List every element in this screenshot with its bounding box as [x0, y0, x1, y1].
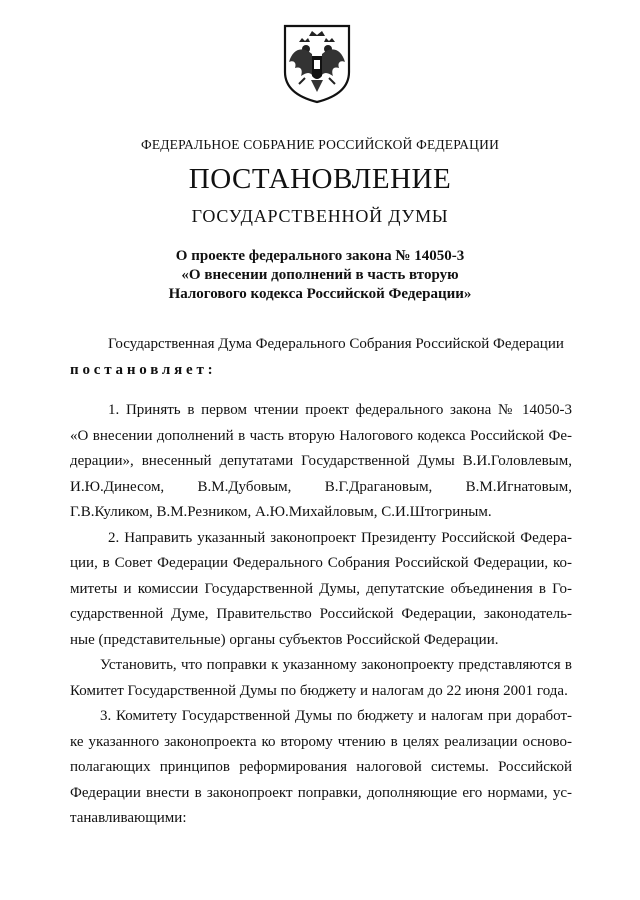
subject-line: «О внесении дополнений в часть вторую	[181, 267, 459, 283]
paragraph-line: 3. Комитету Государственной Думы по бюджету и налогам при доработ-	[100, 708, 572, 724]
paragraph-deadline	[70, 653, 572, 704]
preamble-line: Государственная Дума Федерального Собрания Российской Федерации	[108, 336, 564, 352]
paragraph-line: Федерации внести в законопроект поправки, дополняющие его нормами, ус-	[70, 784, 572, 801]
issuer: ГОСУДАРСТВЕННОЙ ДУМЫ	[191, 206, 449, 226]
subject-line: О проекте федерального закона № 14050-3	[175, 248, 465, 264]
paragraph-line: И.Ю.Динесом, В.М.Дубовым, В.Г.Драгановым, В.М.Игнатовым,	[70, 478, 572, 495]
paragraph-line: ные (представительные) органы субъектов Российской Федерации.	[70, 631, 499, 648]
paragraph-2	[70, 526, 572, 654]
paragraph-line: 2. Направить указанный законопроект Президенту Российской Федера-	[108, 529, 572, 546]
paragraph-line: полагающих принципов реформирования налоговой системы. Российской	[70, 759, 572, 775]
paragraph-line: Г.В.Куликом, В.М.Резником, А.Ю.Михайловым, С.И.Штогриным.	[70, 504, 492, 520]
paragraph-line: 1. Принять в первом чтении проект федерального закона № 14050-3	[108, 402, 572, 418]
paragraph-line: ке указанного законопроекта ко второму чтению в целях реализации осново-	[70, 733, 572, 750]
paragraph-line: митеты и комиссии Государственной Думы, депутатские объединения в Го-	[70, 580, 572, 597]
document-type: ПОСТАНОВЛЕНИЕ	[188, 163, 452, 195]
document-body	[70, 332, 572, 832]
resolution-subject	[0, 247, 640, 304]
paragraph-line: Установить, что поправки к указанному законопроекту представляются в	[100, 657, 572, 673]
paragraph-1	[70, 398, 572, 526]
paragraph-line: дерации», внесенный депутатами Государственной Думы В.И.Головлевым,	[70, 453, 572, 469]
subject-line: Налогового кодекса Российской Федерации»	[168, 286, 472, 302]
double-headed-eagle-icon	[279, 22, 355, 104]
paragraph-line: ции, в Совет Федерации Федерального Собрания Российской Федерации, ко-	[70, 555, 572, 571]
paragraph-line: «О внесении дополнений в часть вторую Налогового кодекса Российской Фе-	[70, 427, 572, 444]
parliament-name: ФЕДЕРАЛЬНОЕ СОБРАНИЕ РОССИЙСКОЙ ФЕДЕРАЦИИ	[140, 137, 500, 152]
paragraph-3	[70, 704, 572, 832]
paragraph-line: сударственной Думе, Правительство Российской Федерации, законодатель-	[70, 606, 572, 622]
paragraph-line: танавливающими:	[70, 810, 187, 826]
decree-word: постановляет:	[70, 361, 217, 378]
paragraph-line: Комитет Государственной Думы по бюджету и налогам до 22 июня 2001 года.	[70, 682, 568, 699]
